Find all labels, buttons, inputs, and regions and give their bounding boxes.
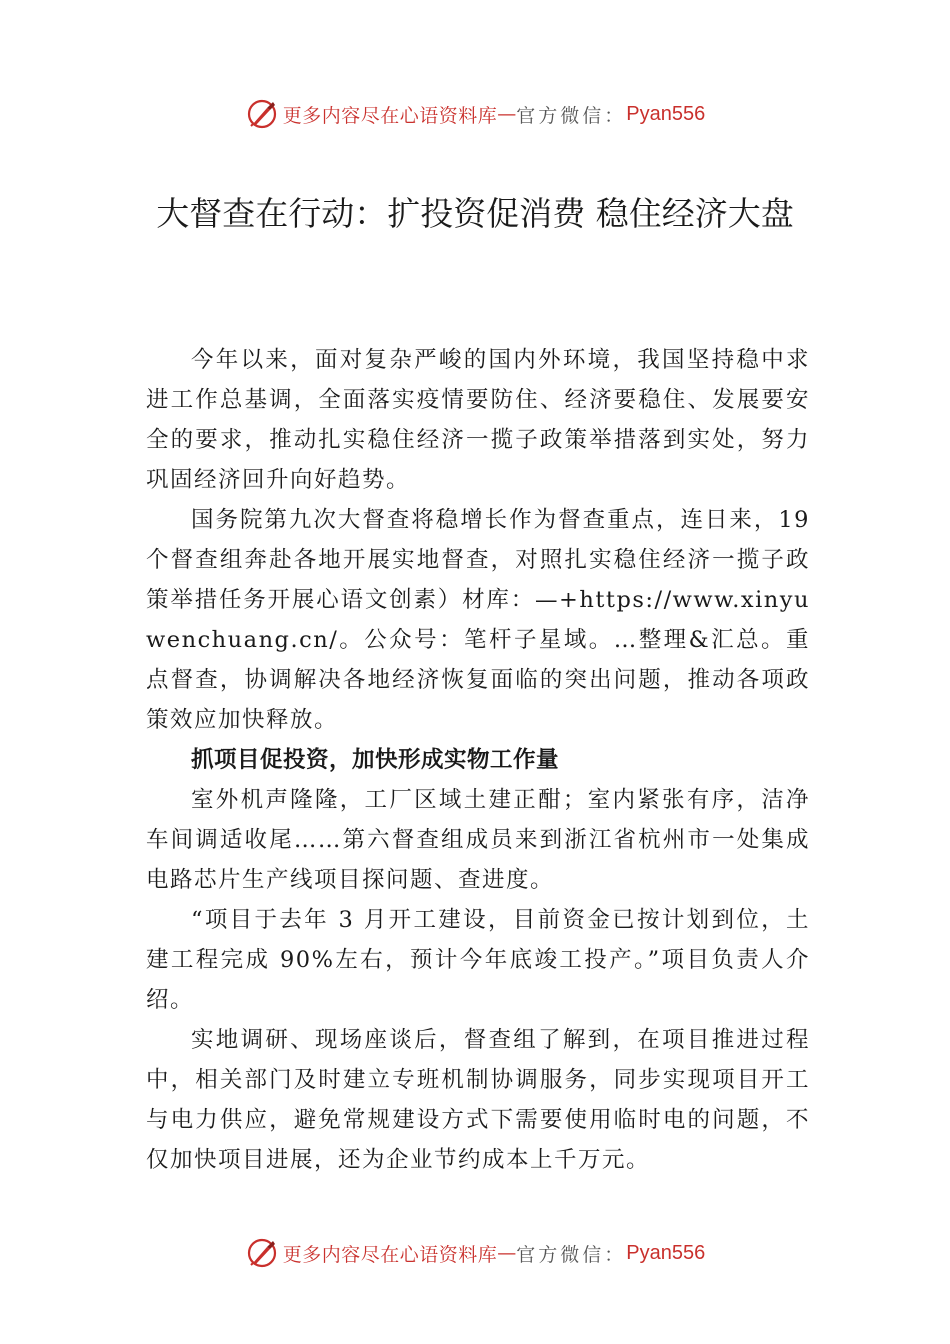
site-name: 更多内容尽在心语资料库 bbox=[282, 1243, 498, 1266]
wechat-label: 官方微信： bbox=[516, 1243, 627, 1266]
paragraph: 室外机声隆隆，工厂区域土建正酣；室内紧张有序，洁净车间调适收尾……第六督查组成员来到浙江省杭州市一处集成电路芯片生产线项目探问题、查进度。 bbox=[146, 787, 810, 893]
document-title: 大督查在行动：扩投资促消费 稳住经济大盘 bbox=[156, 194, 794, 233]
section-heading: 抓项目促投资，加快形成实物工作量 bbox=[191, 747, 560, 773]
wechat-id: Pyan556 bbox=[626, 102, 706, 125]
site-name: 更多内容尽在心语资料库 bbox=[282, 104, 498, 127]
footer-watermark bbox=[0, 1233, 950, 1273]
paragraph: 国务院第九次大督查将稳增长作为督查重点，连日来，19 个督查组奔赴各地开展实地督查，对照扎实稳住经济一揽子政策举措任务开展心语文创素）材库：—+https://www.xinyuwenchuang.cn/。公众号：笔杆子星域。…整理&汇总。重点督查，协调解决各地经济恢复面临的突出问题，推动各项政策效应加快释放。 bbox=[146, 507, 810, 733]
header-watermark bbox=[0, 94, 950, 134]
document-body bbox=[146, 340, 810, 1180]
separator: — bbox=[497, 1242, 517, 1264]
separator: — bbox=[497, 103, 517, 125]
wechat-label: 官方微信： bbox=[516, 104, 627, 127]
quill-pen-logo-icon bbox=[245, 97, 279, 131]
quill-pen-logo-icon bbox=[245, 1236, 279, 1270]
paragraph: “项目于去年 3 月开工建设，目前资金已按计划到位，土建工程完成 90%左右，预计今年底竣工投产。”项目负责人介绍。 bbox=[146, 907, 810, 1013]
paragraph: 实地调研、现场座谈后，督查组了解到，在项目推进过程中，相关部门及时建立专班机制协调服务，同步实现项目开工与电力供应，避免常规建设方式下需要使用临时电的问题，不仅加快项目进展，还为企业节约成本上千万元。 bbox=[146, 1027, 810, 1173]
paragraph: 今年以来，面对复杂严峻的国内外环境，我国坚持稳中求进工作总基调，全面落实疫情要防住、经济要稳住、发展要安全的要求，推动扎实稳住经济一揽子政策举措落到实处，努力巩固经济回升向好趋势。 bbox=[146, 347, 810, 493]
wechat-id: Pyan556 bbox=[626, 1241, 706, 1264]
